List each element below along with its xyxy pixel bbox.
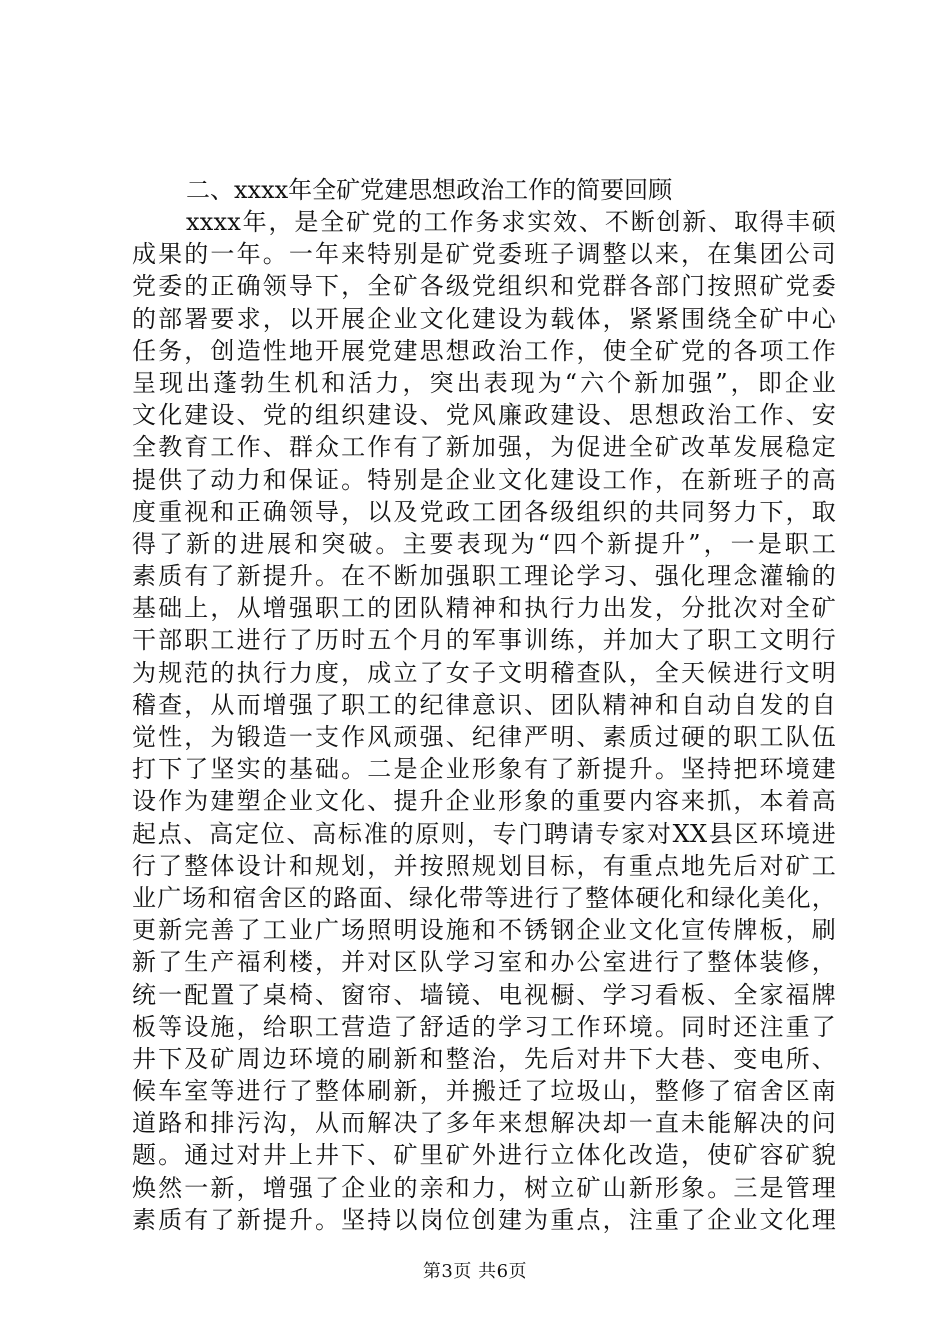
- body-line: 道路和排污沟，从而解决了多年来想解决却一直未能解决的问: [132, 1109, 836, 1138]
- body-line: 设作为建塑企业文化、提升企业形象的重要内容来抓，本着高: [132, 787, 836, 816]
- body-line: 新了生产福利楼，并对区队学习室和办公室进行了整体装修，: [132, 948, 836, 977]
- body-line: 呈现出蓬勃生机和活力，突出表现为“六个新加强”，即企业: [132, 368, 836, 397]
- body-line: 干部职工进行了历时五个月的军事训练，并加大了职工文明行: [132, 626, 836, 655]
- body-line: 得了新的进展和突破。主要表现为“四个新提升”，一是职工: [132, 529, 836, 558]
- body-line: 成果的一年。一年来特别是矿党委班子调整以来，在集团公司: [132, 240, 836, 269]
- body-line: 觉性，为锻造一支作风顽强、纪律严明、素质过硬的职工队伍: [132, 723, 836, 751]
- body-line: 候车室等进行了整体刷新，并搬迁了垃圾山，整修了宿舍区南: [132, 1077, 836, 1106]
- body-text: [132, 206, 836, 1236]
- body-line: 任务，创造性地开展党建思想政治工作，使全矿党的各项工作: [132, 336, 836, 365]
- body-line: 党委的正确领导下，全矿各级党组织和党群各部门按照矿党委: [132, 272, 836, 301]
- body-line: 统一配置了桌椅、窗帘、墙镜、电视橱、学习看板、全家福牌: [132, 980, 836, 1009]
- body-line: 行了整体设计和规划，并按照规划目标，有重点地先后对矿工: [132, 851, 836, 880]
- body-line: 题。通过对井上井下、矿里矿外进行立体化改造，使矿容矿貌: [132, 1141, 836, 1170]
- body-line: 起点、高定位、高标准的原则，专门聘请专家对XX县区环境进: [132, 819, 836, 848]
- body-line: 文化建设、党的组织建设、党风廉政建设、思想政治工作、安: [132, 401, 836, 430]
- body-line: 全教育工作、群众工作有了新加强，为促进全矿改革发展稳定: [132, 433, 836, 462]
- page-footer: 第3页 共6页: [422, 1261, 528, 1282]
- body-line: 基础上，从增强职工的团队精神和执行力出发，分批次对全矿: [132, 594, 836, 623]
- body-line: 的部署要求，以开展企业文化建设为载体，紧紧围绕全矿中心: [132, 304, 836, 333]
- body-line: 业广场和宿舍区的路面、绿化带等进行了整体硬化和绿化美化，: [132, 883, 836, 912]
- body-line: 焕然一新，增强了企业的亲和力，树立矿山新形象。三是管理: [132, 1173, 836, 1202]
- body-line: 度重视和正确领导，以及党政工团各级组织的共同努力下，取: [132, 497, 836, 526]
- section-heading: 二、xxxx年全矿党建思想政治工作的简要回顾: [186, 176, 673, 204]
- body-line: 稽查，从而增强了职工的纪律意识、团队精神和自动自发的自: [132, 690, 836, 719]
- body-line: 为规范的执行力度，成立了女子文明稽查队，全天候进行文明: [132, 658, 836, 687]
- body-line: 板等设施，给职工营造了舒适的学习工作环境。同时还注重了: [132, 1012, 836, 1041]
- body-line: 提供了动力和保证。特别是企业文化建设工作，在新班子的高: [132, 465, 836, 494]
- body-line: 井下及矿周边环境的刷新和整治，先后对井下大巷、变电所、: [132, 1044, 836, 1073]
- body-line: xxxx年，是全矿党的工作务求实效、不断创新、取得丰硕: [186, 208, 836, 236]
- body-line: 更新完善了工业广场照明设施和不锈钢企业文化宣传牌板，刷: [132, 916, 836, 945]
- body-line: 素质有了新提升。坚持以岗位创建为重点，注重了企业文化理: [132, 1205, 836, 1234]
- body-line: 素质有了新提升。在不断加强职工理论学习、强化理念灌输的: [132, 562, 836, 591]
- body-line: 打下了坚实的基础。二是企业形象有了新提升。坚持把环境建: [132, 755, 836, 784]
